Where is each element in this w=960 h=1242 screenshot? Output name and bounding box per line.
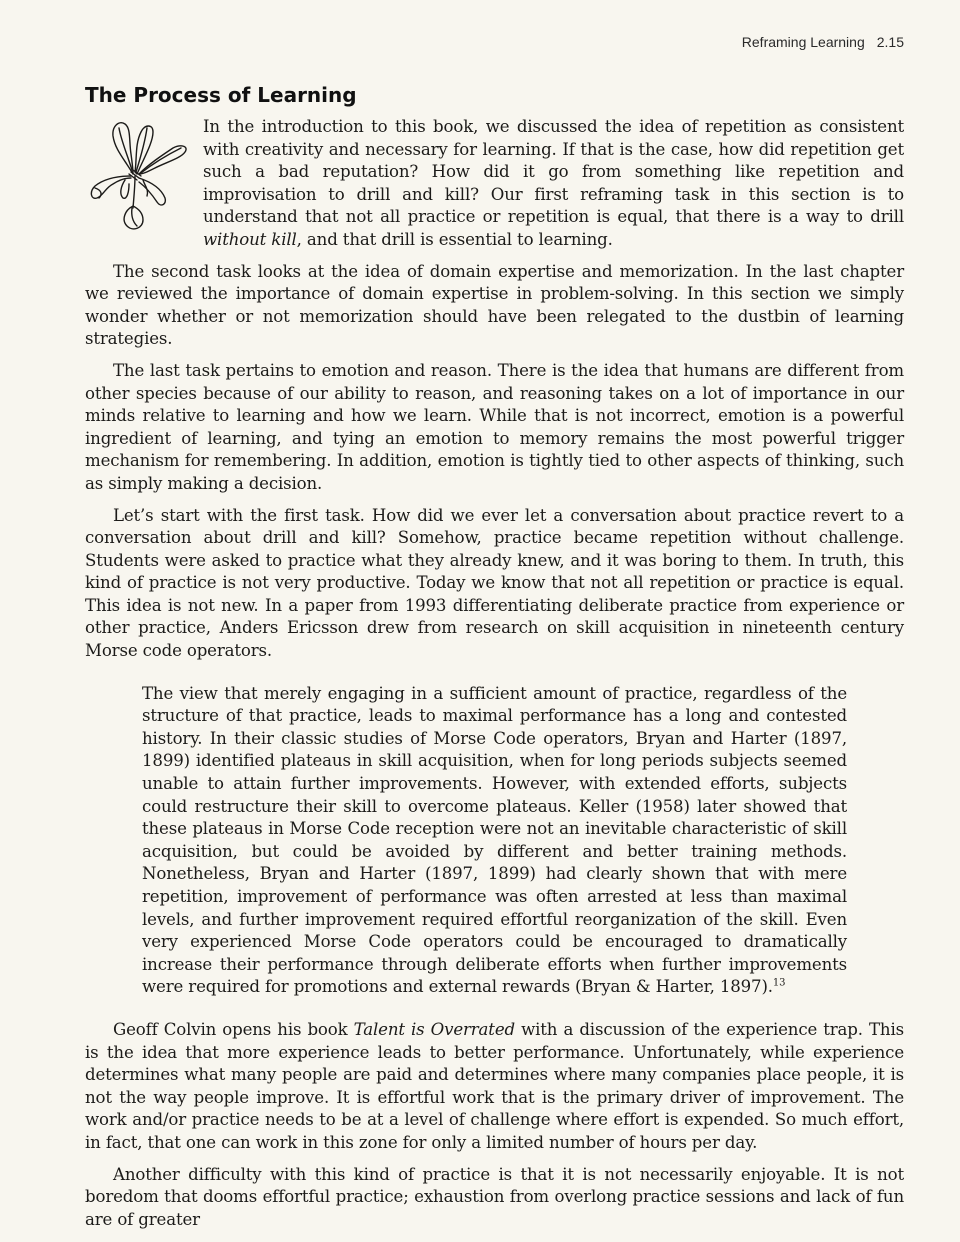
section-title: The Process of Learning: [85, 83, 357, 107]
intro-paragraph: [85, 116, 904, 252]
colvin-text-end: with a discussion of the experience trap. This is the idea that more experience leads to better performance. Unfortunately, while experience determines what many people are paid and determines where many companies place people, it is not the way people improve. It is effortful work that is the primary driver of improvement. The work and/or practice needs to be at a level of challenge where effort is expended. So much effort, in fact, that one can work in this zone for only a limited number of hours per day.: [85, 1019, 904, 1152]
paragraph-last-task: The last task pertains to emotion and reason. There is the idea that humans are different from other species because of our ability to reason, and reasoning takes on a lot of importance in our minds relative to learning and how we learn. While that is not incorrect, emotion is a powerful ingredient of learning, and tying an emotion to memory remains the most powerful trigger mechanism for remembering. In addition, emotion is tightly tied to other aspects of thinking, such as simply making a decision.: [85, 360, 904, 493]
paragraph-first-task: Let’s start with the first task. How did we ever let a conversation about practice revert to a conversation about drill and kill? Somehow, practice became repetition without challenge. Students were asked to practice what they already knew, and it was boring to them. In truth, this kind of practice is not very productive. Today we know that not all repetition or practice is equal. This idea is not new. In a paper from 1993 differentiating deliberate practice from experience or other practice, Anders Ericsson drew from research on skill acquisition in nineteenth century Morse code operators.: [85, 505, 904, 661]
book-title: Talent is Overrated: [353, 1019, 515, 1039]
paragraph-second-task: The second task looks at the idea of domain expertise and memorization. In the last chapter we reviewed the importance of domain expertise in problem-solving. In this section we simply wonder whether or not memorization should have been relegated to the dustbin of learning strategies.: [85, 261, 904, 349]
paragraph-colvin: [85, 1019, 904, 1155]
intro-text-end: , and that drill is essential to learning.: [296, 229, 613, 249]
block-quote: [142, 683, 847, 999]
colvin-text-start: Geoff Colvin opens his book: [113, 1019, 354, 1039]
page-content: [85, 82, 904, 1240]
running-head: [742, 34, 904, 50]
intro-italic: without kill: [203, 229, 297, 249]
footnote-reference: 13: [772, 977, 786, 989]
running-title: Reframing Learning: [741, 34, 865, 50]
quote-text: The view that merely engaging in a sufficient amount of practice, regardless of the structure of that practice, leads to maximal performance has a long and contested history. In their classic studies of Morse Code operators, Bryan and Harter (1897, 1899) identified plateaus in skill acquisition, when for long periods subjects seemed unable to attain further improvements. However, with extended efforts, subjects could restructure their skill to overcome plateaus. Keller (1958) later showed that these plateaus in Morse Code reception were not an inevitable characteristic of skill acquisition, but could be avoided by different and better training methods. Nonetheless, Bryan and Harter (1897, 1899) had clearly shown that with mere repetition, improvement of performance was often arrested at less than maximal levels, and further improvement required effortful reorganization of the skill. Even very experienced Morse Code operators could be encouraged to dramatically increase their performance through deliberate efforts when further improvements were required for promotions and external rewards (Bryan & Harter, 1897).: [142, 683, 847, 997]
paragraph-difficulty: Another difficulty with this kind of practice is that it is not necessarily enjoyable. It is not boredom that dooms effortful practice; exhaustion from overlong practice sessions and lack of fun are of greater: [85, 1164, 904, 1229]
intro-text: In the introduction to this book, we discussed the idea of repetition as consistent with creativity and necessary for learning. If that is the case, how did repetition get such a bad reputation? How did it go from something like repetition and improvisation to drill and kill? Our first reframing task in this section is to understand that not all practice or repetition is equal, that there is a way to drill: [203, 117, 904, 227]
iris-flower-illustration: [85, 116, 189, 232]
page-number: 2.15: [876, 34, 904, 50]
